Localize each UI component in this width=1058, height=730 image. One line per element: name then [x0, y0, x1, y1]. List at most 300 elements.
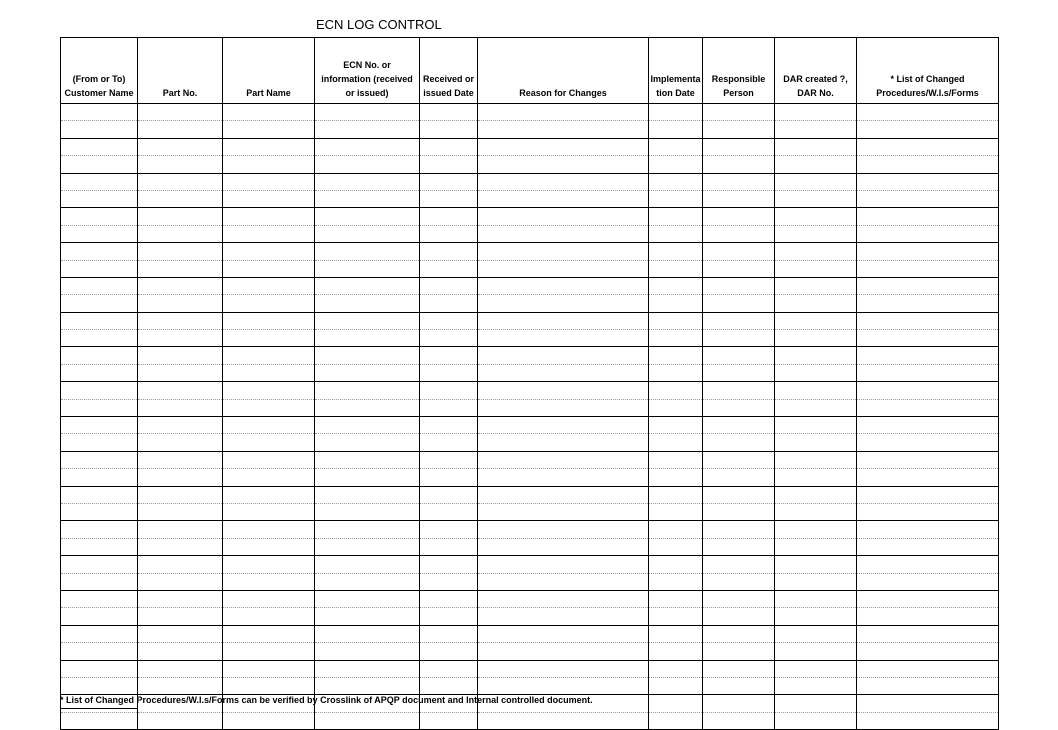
table-cell[interactable] [420, 573, 478, 590]
table-cell[interactable] [857, 382, 999, 399]
table-cell[interactable] [223, 521, 315, 538]
table-cell[interactable] [775, 382, 857, 399]
table-cell[interactable] [478, 521, 649, 538]
table-cell[interactable] [315, 330, 420, 347]
table-cell[interactable] [420, 104, 478, 121]
table-cell[interactable] [857, 121, 999, 138]
table-cell[interactable] [138, 417, 223, 434]
table-cell[interactable] [478, 625, 649, 642]
table-cell[interactable] [315, 643, 420, 660]
table-cell[interactable] [857, 208, 999, 225]
table-cell[interactable] [138, 712, 223, 729]
table-cell[interactable] [775, 243, 857, 260]
table-cell[interactable] [61, 521, 138, 538]
table-cell[interactable] [420, 643, 478, 660]
table-cell[interactable] [478, 608, 649, 625]
table-cell[interactable] [703, 486, 775, 503]
table-cell[interactable] [315, 590, 420, 607]
table-cell[interactable] [649, 556, 703, 573]
table-cell[interactable] [649, 486, 703, 503]
table-cell[interactable] [649, 295, 703, 312]
table-cell[interactable] [775, 347, 857, 364]
table-cell[interactable] [223, 625, 315, 642]
table-cell[interactable] [703, 104, 775, 121]
table-cell[interactable] [138, 156, 223, 173]
table-cell[interactable] [857, 225, 999, 242]
table-cell[interactable] [223, 712, 315, 729]
table-cell[interactable] [61, 590, 138, 607]
table-cell[interactable] [138, 312, 223, 329]
table-cell[interactable] [703, 243, 775, 260]
table-cell[interactable] [223, 486, 315, 503]
table-cell[interactable] [420, 260, 478, 277]
table-cell[interactable] [478, 417, 649, 434]
table-cell[interactable] [61, 382, 138, 399]
table-cell[interactable] [775, 173, 857, 190]
table-cell[interactable] [649, 503, 703, 520]
table-cell[interactable] [61, 260, 138, 277]
table-cell[interactable] [478, 382, 649, 399]
table-cell[interactable] [703, 521, 775, 538]
table-cell[interactable] [478, 573, 649, 590]
table-cell[interactable] [703, 382, 775, 399]
table-cell[interactable] [857, 643, 999, 660]
table-cell[interactable] [138, 330, 223, 347]
table-cell[interactable] [703, 417, 775, 434]
table-cell[interactable] [315, 260, 420, 277]
table-cell[interactable] [649, 330, 703, 347]
table-cell[interactable] [857, 677, 999, 694]
table-cell[interactable] [703, 503, 775, 520]
table-cell[interactable] [223, 277, 315, 294]
table-cell[interactable] [315, 225, 420, 242]
table-cell[interactable] [61, 104, 138, 121]
table-cell[interactable] [478, 138, 649, 155]
table-cell[interactable] [857, 277, 999, 294]
table-cell[interactable] [223, 347, 315, 364]
table-cell[interactable] [420, 608, 478, 625]
table-cell[interactable] [649, 521, 703, 538]
table-cell[interactable] [223, 190, 315, 207]
table-cell[interactable] [420, 677, 478, 694]
table-cell[interactable] [478, 434, 649, 451]
table-cell[interactable] [649, 677, 703, 694]
table-cell[interactable] [223, 208, 315, 225]
table-cell[interactable] [775, 104, 857, 121]
table-cell[interactable] [703, 312, 775, 329]
table-cell[interactable] [703, 469, 775, 486]
table-cell[interactable] [61, 434, 138, 451]
table-cell[interactable] [478, 156, 649, 173]
table-cell[interactable] [61, 208, 138, 225]
table-cell[interactable] [857, 660, 999, 677]
table-cell[interactable] [478, 556, 649, 573]
table-cell[interactable] [420, 364, 478, 381]
table-cell[interactable] [315, 295, 420, 312]
table-cell[interactable] [857, 590, 999, 607]
table-cell[interactable] [649, 451, 703, 468]
table-cell[interactable] [61, 190, 138, 207]
table-cell[interactable] [61, 347, 138, 364]
table-cell[interactable] [649, 712, 703, 729]
table-cell[interactable] [857, 364, 999, 381]
table-cell[interactable] [703, 330, 775, 347]
table-cell[interactable] [61, 173, 138, 190]
table-cell[interactable] [138, 451, 223, 468]
table-cell[interactable] [703, 260, 775, 277]
table-cell[interactable] [223, 295, 315, 312]
table-cell[interactable] [223, 643, 315, 660]
table-cell[interactable] [649, 104, 703, 121]
table-cell[interactable] [223, 434, 315, 451]
table-cell[interactable] [61, 608, 138, 625]
table-cell[interactable] [857, 190, 999, 207]
table-cell[interactable] [857, 503, 999, 520]
table-cell[interactable] [775, 469, 857, 486]
table-cell[interactable] [61, 364, 138, 381]
table-cell[interactable] [703, 347, 775, 364]
table-cell[interactable] [775, 364, 857, 381]
table-cell[interactable] [649, 260, 703, 277]
table-cell[interactable] [857, 156, 999, 173]
table-cell[interactable] [223, 573, 315, 590]
table-cell[interactable] [420, 347, 478, 364]
table-cell[interactable] [649, 208, 703, 225]
table-cell[interactable] [775, 434, 857, 451]
table-cell[interactable] [61, 660, 138, 677]
table-cell[interactable] [478, 243, 649, 260]
table-cell[interactable] [223, 104, 315, 121]
table-cell[interactable] [223, 364, 315, 381]
table-cell[interactable] [61, 538, 138, 555]
table-cell[interactable] [420, 208, 478, 225]
table-cell[interactable] [223, 138, 315, 155]
table-cell[interactable] [223, 173, 315, 190]
table-cell[interactable] [138, 503, 223, 520]
table-cell[interactable] [223, 590, 315, 607]
table-cell[interactable] [703, 434, 775, 451]
table-cell[interactable] [649, 121, 703, 138]
table-cell[interactable] [478, 503, 649, 520]
table-cell[interactable] [223, 538, 315, 555]
table-cell[interactable] [138, 121, 223, 138]
table-cell[interactable] [857, 556, 999, 573]
table-cell[interactable] [61, 556, 138, 573]
table-cell[interactable] [857, 712, 999, 729]
table-cell[interactable] [61, 417, 138, 434]
table-cell[interactable] [315, 173, 420, 190]
table-cell[interactable] [775, 625, 857, 642]
table-cell[interactable] [478, 173, 649, 190]
table-cell[interactable] [649, 225, 703, 242]
table-cell[interactable] [420, 660, 478, 677]
table-cell[interactable] [703, 399, 775, 416]
table-cell[interactable] [138, 538, 223, 555]
table-cell[interactable] [61, 451, 138, 468]
table-cell[interactable] [420, 712, 478, 729]
table-cell[interactable] [478, 451, 649, 468]
table-cell[interactable] [857, 399, 999, 416]
table-cell[interactable] [138, 573, 223, 590]
table-cell[interactable] [61, 156, 138, 173]
table-cell[interactable] [315, 451, 420, 468]
table-cell[interactable] [478, 260, 649, 277]
table-cell[interactable] [315, 503, 420, 520]
table-cell[interactable] [857, 608, 999, 625]
table-cell[interactable] [61, 643, 138, 660]
table-cell[interactable] [775, 156, 857, 173]
table-cell[interactable] [649, 660, 703, 677]
table-cell[interactable] [775, 643, 857, 660]
table-cell[interactable] [478, 469, 649, 486]
table-cell[interactable] [775, 260, 857, 277]
table-cell[interactable] [703, 173, 775, 190]
table-cell[interactable] [775, 330, 857, 347]
table-cell[interactable] [223, 469, 315, 486]
table-cell[interactable] [315, 712, 420, 729]
table-cell[interactable] [223, 608, 315, 625]
table-cell[interactable] [315, 556, 420, 573]
table-cell[interactable] [649, 399, 703, 416]
table-cell[interactable] [478, 312, 649, 329]
table-cell[interactable] [857, 521, 999, 538]
table-cell[interactable] [138, 434, 223, 451]
table-cell[interactable] [61, 469, 138, 486]
table-cell[interactable] [775, 138, 857, 155]
table-cell[interactable] [223, 451, 315, 468]
table-cell[interactable] [138, 364, 223, 381]
table-cell[interactable] [703, 138, 775, 155]
table-cell[interactable] [420, 417, 478, 434]
table-cell[interactable] [61, 295, 138, 312]
table-cell[interactable] [775, 417, 857, 434]
table-cell[interactable] [315, 104, 420, 121]
table-cell[interactable] [61, 330, 138, 347]
table-cell[interactable] [420, 538, 478, 555]
table-cell[interactable] [775, 521, 857, 538]
table-cell[interactable] [775, 695, 857, 712]
table-cell[interactable] [478, 121, 649, 138]
table-cell[interactable] [775, 312, 857, 329]
table-cell[interactable] [478, 277, 649, 294]
table-cell[interactable] [138, 469, 223, 486]
table-cell[interactable] [420, 503, 478, 520]
table-cell[interactable] [315, 208, 420, 225]
table-cell[interactable] [857, 469, 999, 486]
table-cell[interactable] [775, 573, 857, 590]
table-cell[interactable] [857, 417, 999, 434]
table-cell[interactable] [223, 556, 315, 573]
table-cell[interactable] [138, 521, 223, 538]
table-cell[interactable] [61, 277, 138, 294]
table-cell[interactable] [703, 277, 775, 294]
table-cell[interactable] [138, 295, 223, 312]
table-cell[interactable] [420, 225, 478, 242]
table-cell[interactable] [703, 121, 775, 138]
table-cell[interactable] [703, 156, 775, 173]
table-cell[interactable] [775, 121, 857, 138]
table-cell[interactable] [703, 625, 775, 642]
table-cell[interactable] [857, 347, 999, 364]
table-cell[interactable] [138, 625, 223, 642]
table-cell[interactable] [315, 277, 420, 294]
table-cell[interactable] [649, 138, 703, 155]
table-cell[interactable] [138, 608, 223, 625]
table-cell[interactable] [420, 156, 478, 173]
table-cell[interactable] [703, 608, 775, 625]
table-cell[interactable] [703, 677, 775, 694]
table-cell[interactable] [138, 104, 223, 121]
table-cell[interactable] [315, 434, 420, 451]
table-cell[interactable] [138, 399, 223, 416]
table-cell[interactable] [223, 399, 315, 416]
table-cell[interactable] [478, 486, 649, 503]
table-cell[interactable] [420, 486, 478, 503]
table-cell[interactable] [857, 695, 999, 712]
table-cell[interactable] [420, 173, 478, 190]
table-cell[interactable] [649, 382, 703, 399]
table-cell[interactable] [138, 243, 223, 260]
table-cell[interactable] [649, 538, 703, 555]
table-cell[interactable] [775, 208, 857, 225]
table-cell[interactable] [857, 173, 999, 190]
table-cell[interactable] [138, 677, 223, 694]
table-cell[interactable] [315, 138, 420, 155]
table-cell[interactable] [420, 434, 478, 451]
table-cell[interactable] [478, 677, 649, 694]
table-cell[interactable] [649, 243, 703, 260]
table-cell[interactable] [138, 173, 223, 190]
table-cell[interactable] [420, 625, 478, 642]
table-cell[interactable] [315, 417, 420, 434]
table-cell[interactable] [315, 121, 420, 138]
table-cell[interactable] [857, 451, 999, 468]
table-cell[interactable] [61, 312, 138, 329]
table-cell[interactable] [857, 138, 999, 155]
table-cell[interactable] [478, 347, 649, 364]
table-cell[interactable] [420, 382, 478, 399]
table-cell[interactable] [703, 538, 775, 555]
table-cell[interactable] [775, 556, 857, 573]
table-cell[interactable] [649, 364, 703, 381]
table-cell[interactable] [138, 486, 223, 503]
table-cell[interactable] [420, 190, 478, 207]
table-cell[interactable] [649, 573, 703, 590]
table-cell[interactable] [223, 330, 315, 347]
table-cell[interactable] [420, 243, 478, 260]
table-cell[interactable] [61, 225, 138, 242]
table-cell[interactable] [703, 660, 775, 677]
table-cell[interactable] [857, 260, 999, 277]
table-cell[interactable] [223, 417, 315, 434]
table-cell[interactable] [775, 277, 857, 294]
table-cell[interactable] [315, 399, 420, 416]
table-cell[interactable] [775, 451, 857, 468]
table-cell[interactable] [420, 399, 478, 416]
table-cell[interactable] [138, 643, 223, 660]
table-cell[interactable] [223, 382, 315, 399]
table-cell[interactable] [315, 364, 420, 381]
table-cell[interactable] [649, 695, 703, 712]
table-cell[interactable] [775, 660, 857, 677]
table-cell[interactable] [420, 521, 478, 538]
table-cell[interactable] [775, 486, 857, 503]
table-cell[interactable] [857, 312, 999, 329]
table-cell[interactable] [420, 277, 478, 294]
table-cell[interactable] [649, 173, 703, 190]
table-cell[interactable] [478, 538, 649, 555]
table-cell[interactable] [703, 295, 775, 312]
table-cell[interactable] [703, 712, 775, 729]
table-cell[interactable] [315, 347, 420, 364]
table-cell[interactable] [703, 208, 775, 225]
table-cell[interactable] [775, 712, 857, 729]
table-cell[interactable] [138, 382, 223, 399]
table-cell[interactable] [857, 434, 999, 451]
table-cell[interactable] [420, 330, 478, 347]
table-cell[interactable] [703, 590, 775, 607]
table-cell[interactable] [315, 677, 420, 694]
table-cell[interactable] [857, 243, 999, 260]
table-cell[interactable] [223, 677, 315, 694]
table-cell[interactable] [703, 190, 775, 207]
table-cell[interactable] [775, 225, 857, 242]
table-cell[interactable] [703, 573, 775, 590]
table-cell[interactable] [478, 330, 649, 347]
table-cell[interactable] [315, 660, 420, 677]
table-cell[interactable] [478, 364, 649, 381]
table-cell[interactable] [649, 190, 703, 207]
table-cell[interactable] [420, 312, 478, 329]
table-cell[interactable] [315, 538, 420, 555]
table-cell[interactable] [61, 243, 138, 260]
table-cell[interactable] [420, 121, 478, 138]
table-cell[interactable] [61, 486, 138, 503]
table-cell[interactable] [857, 573, 999, 590]
table-cell[interactable] [223, 260, 315, 277]
table-cell[interactable] [649, 156, 703, 173]
table-cell[interactable] [649, 469, 703, 486]
table-cell[interactable] [478, 660, 649, 677]
table-cell[interactable] [857, 104, 999, 121]
table-cell[interactable] [775, 295, 857, 312]
table-cell[interactable] [61, 712, 138, 729]
table-cell[interactable] [420, 138, 478, 155]
table-cell[interactable] [649, 312, 703, 329]
table-cell[interactable] [315, 573, 420, 590]
table-cell[interactable] [138, 590, 223, 607]
table-cell[interactable] [138, 225, 223, 242]
table-cell[interactable] [223, 503, 315, 520]
table-cell[interactable] [61, 625, 138, 642]
table-cell[interactable] [315, 469, 420, 486]
table-cell[interactable] [649, 347, 703, 364]
table-cell[interactable] [315, 625, 420, 642]
table-cell[interactable] [315, 190, 420, 207]
table-cell[interactable] [478, 399, 649, 416]
table-cell[interactable] [315, 243, 420, 260]
table-cell[interactable] [138, 138, 223, 155]
table-cell[interactable] [775, 677, 857, 694]
table-cell[interactable] [649, 277, 703, 294]
table-cell[interactable] [649, 434, 703, 451]
table-cell[interactable] [420, 295, 478, 312]
table-cell[interactable] [420, 469, 478, 486]
table-cell[interactable] [138, 347, 223, 364]
table-cell[interactable] [223, 312, 315, 329]
table-cell[interactable] [223, 660, 315, 677]
table-cell[interactable] [857, 486, 999, 503]
